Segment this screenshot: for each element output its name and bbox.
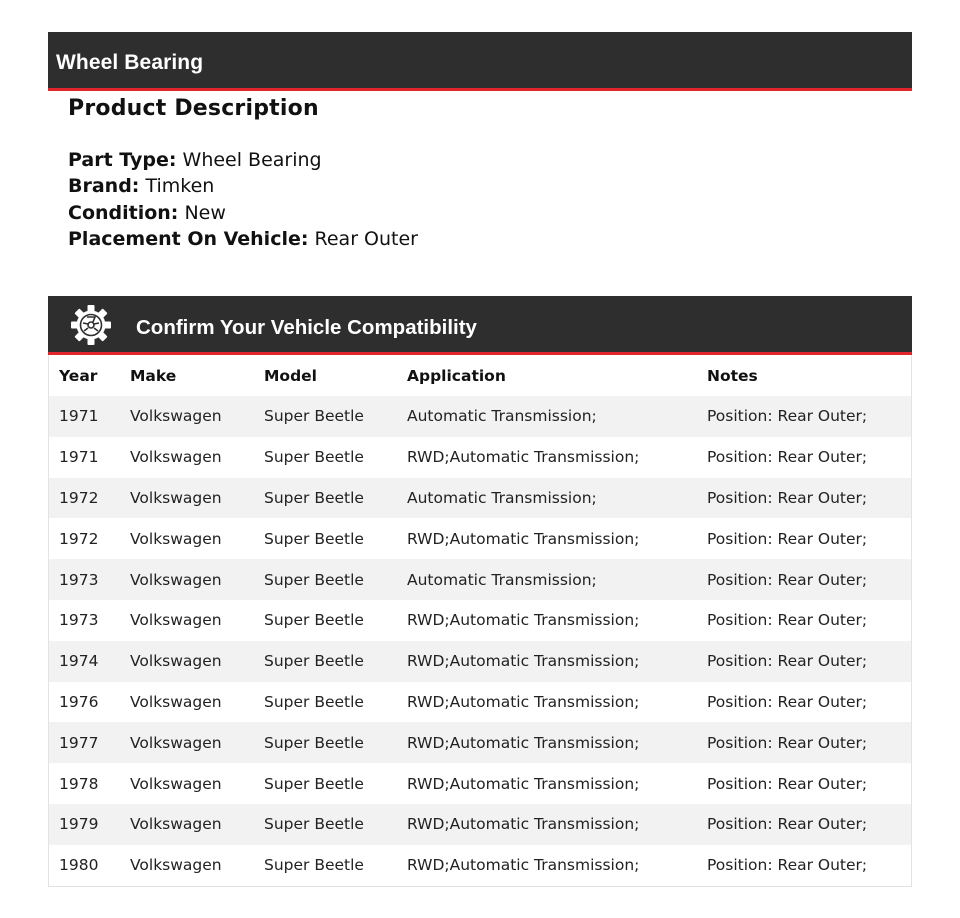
cell-make: Volkswagen — [130, 652, 222, 671]
table-row — [49, 478, 911, 519]
spec-condition — [68, 200, 888, 226]
table-row — [49, 763, 911, 804]
cell-year: 1973 — [59, 570, 99, 589]
cell-model: Super Beetle — [264, 529, 364, 548]
table-header-row — [49, 355, 911, 396]
cell-model: Super Beetle — [264, 570, 364, 589]
product-description — [68, 96, 888, 252]
cell-model: Super Beetle — [264, 733, 364, 752]
column-header-notes: Notes — [707, 366, 758, 385]
cell-application: RWD;Automatic Transmission; — [407, 611, 640, 630]
cell-make: Volkswagen — [130, 692, 222, 711]
cell-year: 1976 — [59, 692, 99, 711]
spec-placement — [68, 226, 888, 252]
cell-application: RWD;Automatic Transmission; — [407, 652, 640, 671]
cell-make: Volkswagen — [130, 856, 222, 875]
cell-year: 1977 — [59, 733, 99, 752]
cell-make: Volkswagen — [130, 774, 222, 793]
spec-key: Brand: — [68, 175, 140, 198]
cell-notes: Position: Rear Outer; — [707, 733, 868, 752]
cell-application: Automatic Transmission; — [407, 570, 597, 589]
cell-year: 1971 — [59, 448, 99, 467]
cell-model: Super Beetle — [264, 448, 364, 467]
cell-application: RWD;Automatic Transmission; — [407, 448, 640, 467]
column-header-make: Make — [130, 366, 177, 385]
cell-make: Volkswagen — [130, 815, 222, 834]
cell-notes: Position: Rear Outer; — [707, 488, 868, 507]
cell-year: 1980 — [59, 856, 99, 875]
cell-year: 1973 — [59, 611, 99, 630]
table-row — [49, 804, 911, 845]
cell-notes: Position: Rear Outer; — [707, 774, 868, 793]
product-title: Wheel Bearing — [56, 51, 204, 74]
cell-notes: Position: Rear Outer; — [707, 529, 868, 548]
cell-application: RWD;Automatic Transmission; — [407, 733, 640, 752]
table-row — [49, 600, 911, 641]
cell-application: Automatic Transmission; — [407, 407, 597, 426]
spec-value: Wheel Bearing — [182, 149, 322, 171]
cell-model: Super Beetle — [264, 652, 364, 671]
spec-brand — [68, 173, 888, 199]
cell-application: RWD;Automatic Transmission; — [407, 774, 640, 793]
compatibility-header-bar — [48, 296, 912, 355]
spec-key: Part Type: — [68, 149, 177, 171]
cell-application: RWD;Automatic Transmission; — [407, 692, 640, 711]
cell-notes: Position: Rear Outer; — [707, 652, 868, 671]
column-header-year: Year — [59, 366, 98, 385]
cell-make: Volkswagen — [130, 611, 222, 630]
cell-year: 1978 — [59, 774, 99, 793]
cell-year: 1979 — [59, 815, 99, 834]
cell-year: 1972 — [59, 529, 99, 548]
cell-notes: Position: Rear Outer; — [707, 692, 868, 711]
spec-key: Placement On Vehicle: — [68, 227, 309, 250]
cell-application: RWD;Automatic Transmission; — [407, 529, 640, 548]
cell-make: Volkswagen — [130, 733, 222, 752]
cell-year: 1971 — [59, 407, 99, 426]
cell-notes: Position: Rear Outer; — [707, 611, 868, 630]
table-row — [49, 722, 911, 763]
table-body — [49, 396, 911, 886]
column-header-application: Application — [407, 366, 506, 385]
spec-part-type — [68, 147, 888, 173]
cell-application: RWD;Automatic Transmission; — [407, 856, 640, 875]
product-title-bar — [48, 32, 912, 91]
spec-value: Timken — [145, 175, 215, 198]
table-row — [49, 437, 911, 478]
spec-list — [68, 147, 888, 252]
cell-application: Automatic Transmission; — [407, 488, 597, 507]
spec-value: New — [184, 201, 226, 224]
cell-notes: Position: Rear Outer; — [707, 570, 868, 589]
column-header-model: Model — [264, 366, 317, 385]
compatibility-title: Confirm Your Vehicle Compatibility — [136, 316, 477, 339]
cell-model: Super Beetle — [264, 856, 364, 875]
cell-make: Volkswagen — [130, 529, 222, 548]
cell-model: Super Beetle — [264, 774, 364, 793]
table-row — [49, 845, 911, 886]
cell-make: Volkswagen — [130, 488, 222, 507]
cell-model: Super Beetle — [264, 488, 364, 507]
table-row — [49, 682, 911, 723]
compatibility-table — [48, 355, 912, 887]
table-row — [49, 641, 911, 682]
spec-key: Condition: — [68, 201, 179, 224]
spec-value: Rear Outer — [314, 227, 418, 250]
cell-model: Super Beetle — [264, 692, 364, 711]
cell-application: RWD;Automatic Transmission; — [407, 815, 640, 834]
table-row — [49, 396, 911, 437]
cell-model: Super Beetle — [264, 407, 364, 426]
cell-year: 1972 — [59, 488, 99, 507]
cell-notes: Position: Rear Outer; — [707, 856, 868, 875]
cell-model: Super Beetle — [264, 611, 364, 630]
cell-make: Volkswagen — [130, 407, 222, 426]
gear-icon — [70, 304, 112, 346]
cell-make: Volkswagen — [130, 570, 222, 589]
cell-notes: Position: Rear Outer; — [707, 407, 868, 426]
table-row — [49, 559, 911, 600]
description-heading: Product Description — [68, 96, 319, 121]
cell-make: Volkswagen — [130, 448, 222, 467]
cell-notes: Position: Rear Outer; — [707, 815, 868, 834]
table-row — [49, 518, 911, 559]
cell-notes: Position: Rear Outer; — [707, 448, 868, 467]
cell-model: Super Beetle — [264, 815, 364, 834]
cell-year: 1974 — [59, 652, 99, 671]
